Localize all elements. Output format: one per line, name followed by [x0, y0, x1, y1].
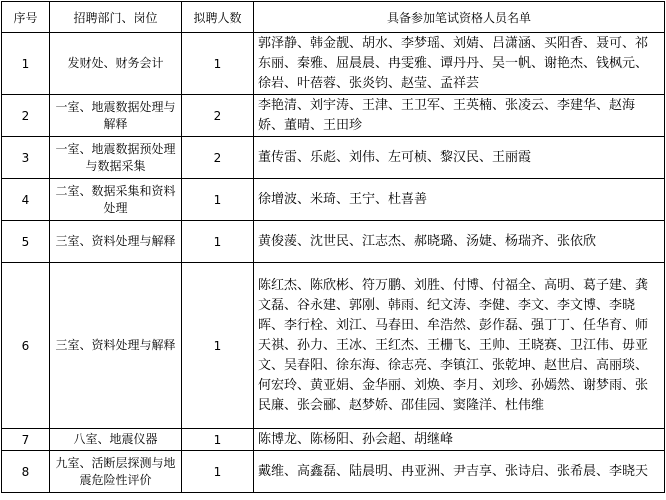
- row-count: 1: [182, 179, 254, 221]
- row-count: 1: [182, 451, 254, 493]
- row-dept: 二室、数据采集和资料处理: [50, 179, 182, 221]
- row-no: 2: [2, 95, 50, 137]
- table-row: [2, 221, 665, 263]
- table-row: [2, 179, 665, 221]
- row-no: 6: [2, 263, 50, 429]
- row-names: 李艳清、刘宇涛、王津、王卫军、王英楠、张凌云、李建华、赵海娇、董晴、王田珍: [254, 95, 665, 137]
- table-row: [2, 263, 665, 429]
- row-names: 陈红杰、陈欣彬、符万鹏、刘胜、付博、付福全、高明、葛子建、龚文磊、谷永建、郭刚、韩雨、纪文涛、李健、李文、李文博、李晓晖、李行栓、刘江、马春田、牟浩然、彭作磊、强丁丁、任华育、师天祺、孙力、王冰、王红杰、王栅飞、王帅、王晓赛、卫江伟、毋亚文、吴春阳、徐东海、徐志亮、李镇江、张乾坤、赵世启、高丽琰、何宏玲、黄亚娟、金华丽、刘焕、李月、刘珍、孙嫣然、谢梦雨、张民廉、张会郦、赵梦娇、邵佳园、窦隆洋、杜伟维: [254, 263, 665, 429]
- row-names: 董传雷、乐彪、刘伟、左可桢、黎汉民、王丽霞: [254, 137, 665, 179]
- row-count: 1: [182, 33, 254, 95]
- table-header-row: [2, 2, 665, 33]
- row-no: 7: [2, 429, 50, 451]
- row-dept: 九室、活断层探测与地震危险性评价: [50, 451, 182, 493]
- row-dept: 八室、地震仪器: [50, 429, 182, 451]
- table-row: [2, 95, 665, 137]
- row-names: 徐增波、米琦、王宁、杜喜善: [254, 179, 665, 221]
- table-row: [2, 451, 665, 493]
- header-names: 具备参加笔试资格人员名单: [254, 2, 665, 33]
- row-dept: 三室、资料处理与解释: [50, 221, 182, 263]
- header-dept: 招聘部门、岗位: [50, 2, 182, 33]
- table-row: [2, 33, 665, 95]
- row-no: 1: [2, 33, 50, 95]
- row-names: 郭泽静、韩金靓、胡水、李梦瑶、刘婧、吕潇涵、买阳香、聂可、祁东丽、秦雅、屈晨晨、冉雯雅、谭丹丹、吴一帆、谢艳杰、钱枫元、徐岩、叶蓓蓉、张炎钧、赵莹、孟祥芸: [254, 33, 665, 95]
- row-count: 1: [182, 429, 254, 451]
- row-no: 8: [2, 451, 50, 493]
- row-names: 陈博龙、陈杨阳、孙会超、胡继峰: [254, 429, 665, 451]
- row-dept: 发财处、财务会计: [50, 33, 182, 95]
- row-dept: 一室、地震数据预处理与数据采集: [50, 137, 182, 179]
- table-row: [2, 137, 665, 179]
- row-no: 3: [2, 137, 50, 179]
- row-count: 2: [182, 95, 254, 137]
- row-count: 1: [182, 263, 254, 429]
- candidate-table: [1, 1, 665, 493]
- row-count: 2: [182, 137, 254, 179]
- header-no: 序号: [2, 2, 50, 33]
- table-row: [2, 429, 665, 451]
- row-dept: 三室、资料处理与解释: [50, 263, 182, 429]
- row-dept: 一室、地震数据处理与解释: [50, 95, 182, 137]
- row-names: 戴维、高鑫磊、陆晨明、冉亚洲、尹吉享、张诗启、张希晨、李晓天: [254, 451, 665, 493]
- row-count: 1: [182, 221, 254, 263]
- row-no: 4: [2, 179, 50, 221]
- header-count: 拟聘人数: [182, 2, 254, 33]
- row-no: 5: [2, 221, 50, 263]
- row-names: 黄俊蔆、沈世民、江志杰、郝晓璐、汤婕、杨瑞齐、张依欣: [254, 221, 665, 263]
